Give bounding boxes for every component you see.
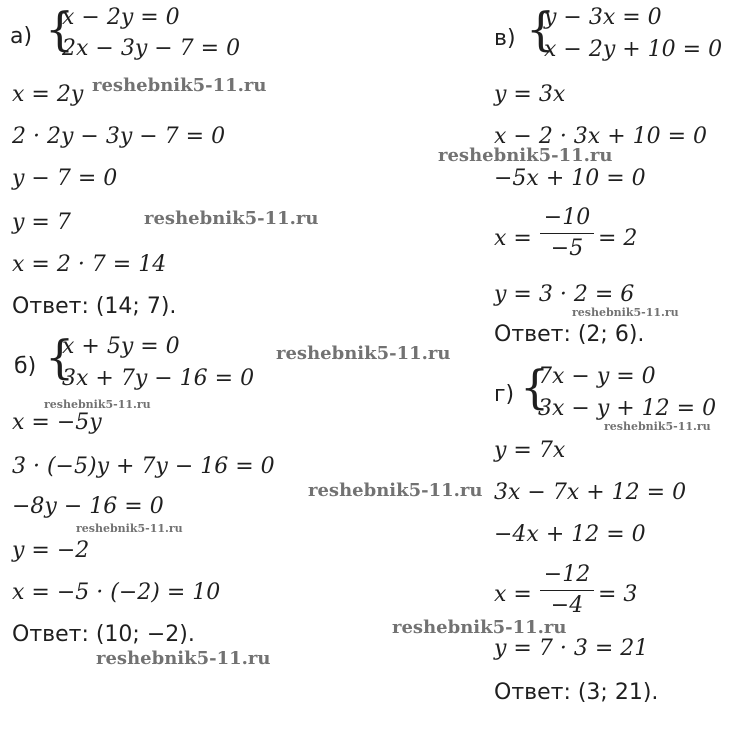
watermark-3: reshebnik5-11.ru — [276, 343, 451, 364]
label-v: в) — [494, 26, 516, 51]
answer-g: Ответ: (3; 21). — [494, 680, 659, 705]
step-v-1: y = 3x — [494, 82, 566, 107]
system-b-eq2: 3x + 7y − 16 = 0 — [62, 366, 255, 391]
watermark-7: reshebnik5-11.ru — [96, 648, 271, 669]
fraction-g-bar — [540, 590, 594, 591]
fraction-g-rhs: = 3 — [598, 582, 638, 607]
watermark-9: reshebnik5-11.ru — [572, 306, 679, 319]
step-v-3: −5x + 10 = 0 — [494, 166, 646, 191]
system-brace-g: { — [520, 360, 550, 414]
system-v-eq1: y − 3x = 0 — [544, 5, 662, 30]
system-a-eq1: x − 2y = 0 — [62, 5, 180, 30]
step-a-3: y − 7 = 0 — [12, 166, 118, 191]
answer-v: Ответ: (2; 6). — [494, 322, 645, 347]
step-g-4: y = 7 · 3 = 21 — [494, 636, 649, 661]
step-v-2: x − 2 · 3x + 10 = 0 — [494, 124, 708, 149]
fraction-g — [540, 562, 594, 619]
system-brace-v: { — [526, 2, 556, 56]
answer-b: Ответ: (10; −2). — [12, 622, 195, 647]
step-b-4: y = −2 — [12, 538, 90, 563]
system-a-eq2: 2x − 3y − 7 = 0 — [62, 36, 241, 61]
fraction-v — [540, 205, 594, 262]
watermark-4: reshebnik5-11.ru — [44, 398, 151, 411]
fraction-g-numerator: −12 — [543, 562, 591, 587]
label-g: г) — [494, 382, 515, 407]
system-brace-b: { — [45, 330, 75, 384]
step-a-1: x = 2y — [12, 82, 84, 107]
fraction-v-bar — [540, 233, 594, 234]
answer-a: Ответ: (14; 7). — [12, 294, 177, 319]
step-g-1: y = 7x — [494, 438, 566, 463]
fraction-v-denominator: −5 — [550, 236, 584, 261]
label-a: а) — [10, 24, 33, 49]
step-v-4: y = 3 · 2 = 6 — [494, 282, 635, 307]
label-b: б) — [14, 354, 37, 379]
fraction-g-lhs: x = — [494, 582, 532, 607]
step-g-2: 3x − 7x + 12 = 0 — [494, 480, 687, 505]
watermark-8: reshebnik5-11.ru — [438, 145, 613, 166]
watermark-6: reshebnik5-11.ru — [76, 522, 183, 535]
watermark-5: reshebnik5-11.ru — [308, 480, 483, 501]
fraction-g-denominator: −4 — [550, 593, 584, 618]
step-b-5: x = −5 · (−2) = 10 — [12, 580, 221, 605]
step-a-4: y = 7 — [12, 210, 71, 235]
step-g-3: −4x + 12 = 0 — [494, 522, 646, 547]
system-v-eq2: x − 2y + 10 = 0 — [544, 37, 723, 62]
step-b-1: x = −5y — [12, 410, 102, 435]
system-b-eq1: x + 5y = 0 — [62, 334, 180, 359]
system-g-eq1: 7x − y = 0 — [538, 364, 656, 389]
step-b-3: −8y − 16 = 0 — [12, 494, 164, 519]
watermark-1: reshebnik5-11.ru — [92, 75, 267, 96]
step-a-5: x = 2 · 7 = 14 — [12, 252, 167, 277]
step-b-2: 3 · (−5)y + 7y − 16 = 0 — [12, 454, 275, 479]
fraction-v-lhs: x = — [494, 226, 532, 251]
watermark-2: reshebnik5-11.ru — [144, 208, 319, 229]
fraction-v-numerator: −10 — [543, 205, 591, 230]
system-g-eq2: 3x − y + 12 = 0 — [538, 396, 717, 421]
watermark-11: reshebnik5-11.ru — [392, 617, 567, 638]
step-a-2: 2 · 2y − 3y − 7 = 0 — [12, 124, 226, 149]
system-brace-a: { — [45, 2, 75, 56]
fraction-v-rhs: = 2 — [598, 226, 638, 251]
watermark-10: reshebnik5-11.ru — [604, 420, 711, 433]
